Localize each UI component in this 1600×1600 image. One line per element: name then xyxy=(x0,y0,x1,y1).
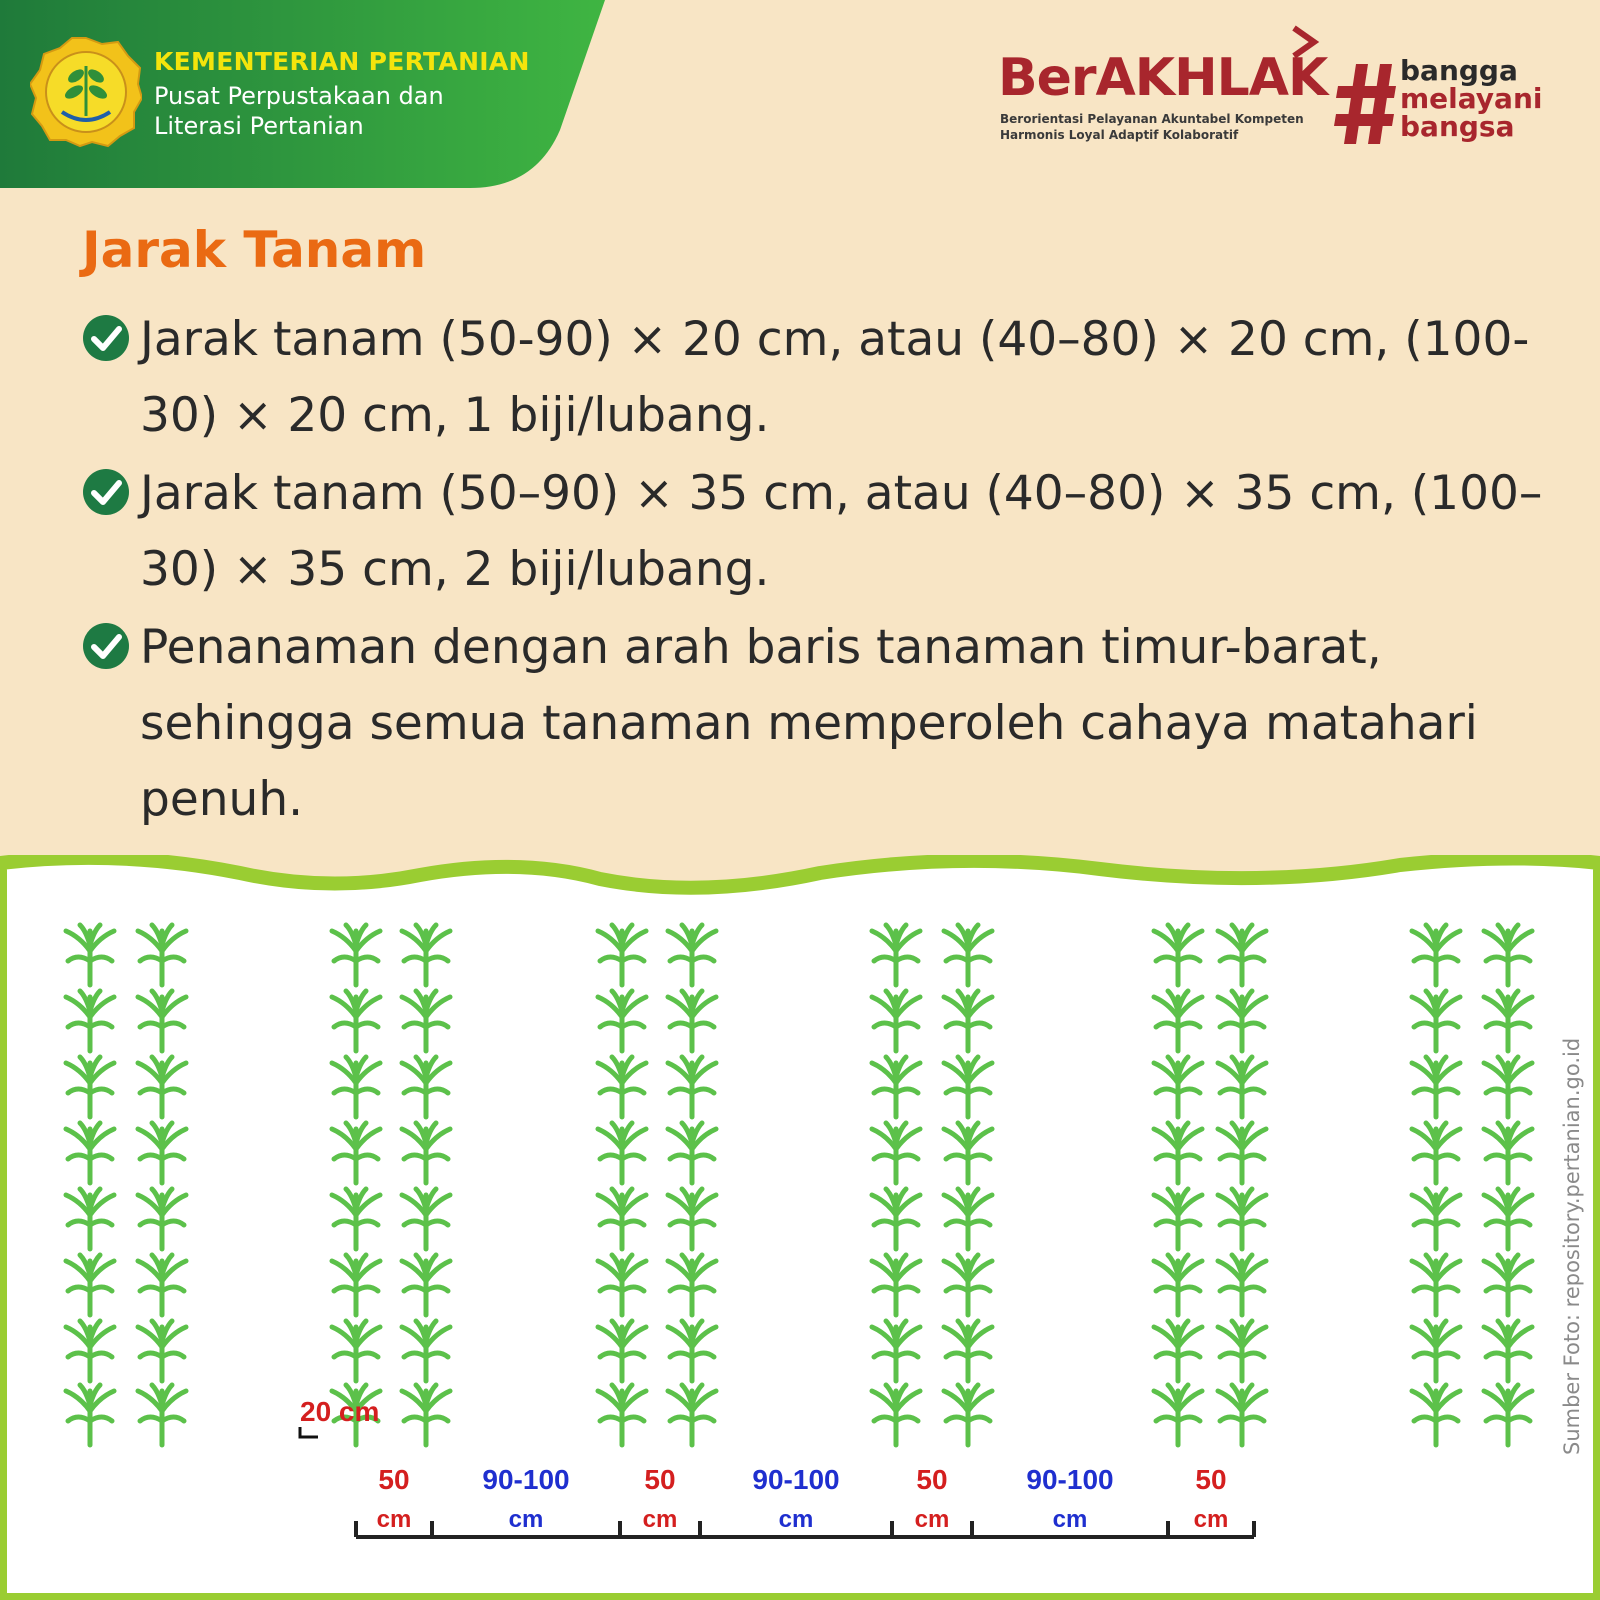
measurement-value: 50 xyxy=(644,1464,676,1495)
measurement-value: 50 xyxy=(378,1464,410,1495)
measurement-value: 50 xyxy=(1195,1464,1227,1495)
berakhlak-subtitle-line1: Berorientasi Pelayanan Akuntabel Kompeten xyxy=(1000,112,1304,126)
bullet-item xyxy=(82,620,1542,850)
bangga-line3: bangsa xyxy=(1400,110,1515,143)
measurement-value: 90-100 xyxy=(1026,1464,1114,1495)
section-title: Jarak Tanam xyxy=(82,221,427,279)
bangga-melayani-bangsa-logo xyxy=(1334,56,1564,156)
bullet-item xyxy=(82,312,1542,464)
measurement-unit: cm xyxy=(642,1506,678,1533)
check-circle-icon xyxy=(82,468,130,516)
berakhlak-title: BerAKHLAK xyxy=(998,48,1328,108)
measurement-unit: cm xyxy=(1052,1506,1088,1533)
measurement-value: 90-100 xyxy=(752,1464,840,1495)
bullet-text: Jarak tanam (50–90) × 35 cm, atau (40–80) × 35 cm, (100–30) × 35 cm, 2 biji/lubang. xyxy=(140,466,1543,597)
ministry-logo xyxy=(30,36,142,148)
hashtag-icon xyxy=(1334,60,1398,148)
row-spacing-label: 20 cm xyxy=(300,1396,380,1427)
measurement-unit: cm xyxy=(914,1506,950,1533)
check-circle-icon xyxy=(82,622,130,670)
photo-credit: Sumber Foto: repository.pertanian.go.id xyxy=(1560,1037,1584,1455)
berakhlak-subtitle-line2: Harmonis Loyal Adaptif Kolaboratif xyxy=(1000,128,1239,142)
bangga-line2: melayani xyxy=(1400,82,1543,115)
bangga-line1: bangga xyxy=(1400,54,1518,87)
measurement-unit: cm xyxy=(778,1506,814,1533)
measurement-unit: cm xyxy=(1193,1506,1229,1533)
ministry-unit-line2: Literasi Pertanian xyxy=(154,112,364,140)
berakhlak-logo xyxy=(998,48,1328,158)
measurement-value: 50 xyxy=(916,1464,948,1495)
bullet-item xyxy=(82,466,1542,618)
check-circle-icon xyxy=(82,314,130,362)
measurement-value: 90-100 xyxy=(482,1464,570,1495)
ministry-name: KEMENTERIAN PERTANIAN xyxy=(154,47,530,76)
bullet-text: Penanaman dengan arah baris tanaman timur-barat, sehingga semua tanaman memperoleh cahaya matahari penuh. xyxy=(140,620,1478,827)
chevron-right-icon xyxy=(1290,24,1320,60)
planting-diagram xyxy=(0,855,1600,1600)
measurement-unit: cm xyxy=(508,1506,544,1533)
planting-diagram-canvas xyxy=(0,855,1600,1600)
measurement-unit: cm xyxy=(376,1506,412,1533)
bullet-text: Jarak tanam (50-90) × 20 cm, atau (40–80) × 20 cm, (100-30) × 20 cm, 1 biji/lubang. xyxy=(140,312,1530,443)
ministry-unit-line1: Pusat Perpustakaan dan xyxy=(154,82,444,110)
